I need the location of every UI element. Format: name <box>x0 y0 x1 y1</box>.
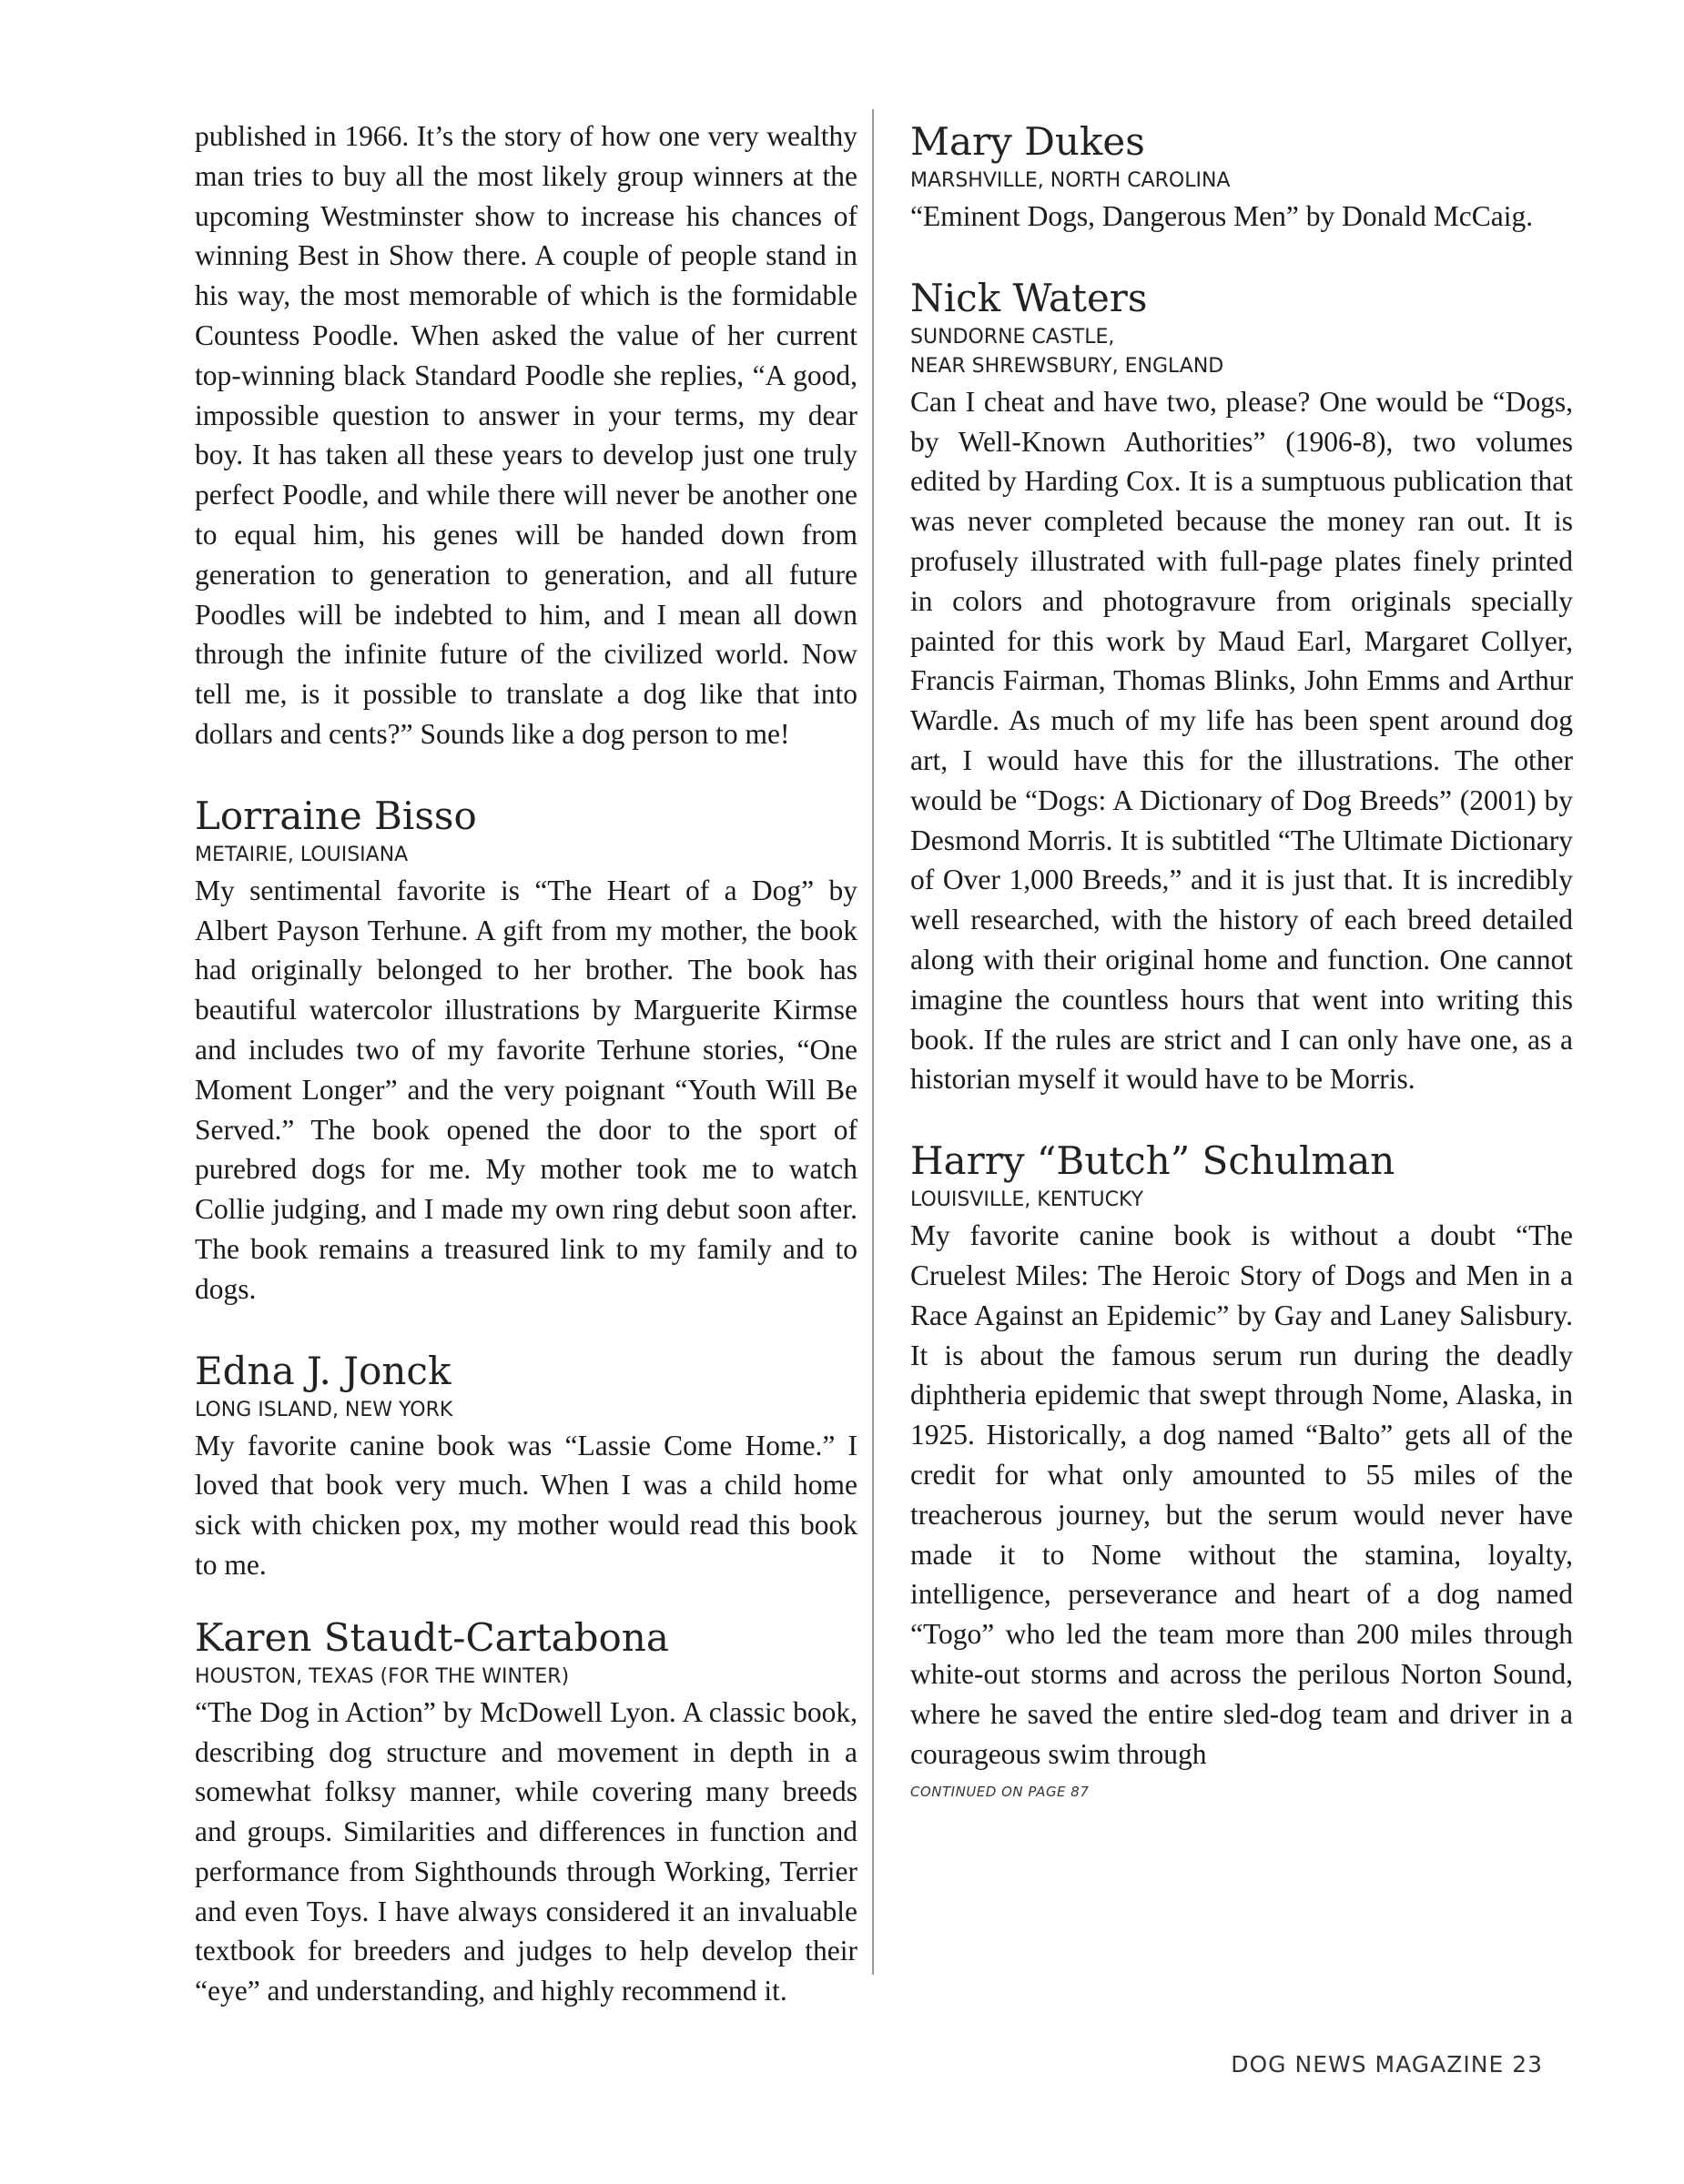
entry-name: Lorraine Bisso <box>195 793 477 838</box>
entry-lorraine-bisso <box>195 791 857 1309</box>
continued-note: CONTINUED ON PAGE 87 <box>910 1784 1090 1801</box>
entry-edna-jonck <box>195 1346 857 1585</box>
entry-location: MARSHVILLE, NORTH CAROLINA <box>910 169 1231 192</box>
entry-text: “Eminent Dogs, Dangerous Men” by Donald McCaig. <box>910 200 1534 232</box>
entry-text: “The Dog in Action” by McDowell Lyon. A classic book, describing dog structure and movement in depth in a somewhat folksy manner, while covering many breeds and groups. Similarities and differences in function and performance from Sighthounds through Working, Terrier and even Toys. I have always considered it an invaluable textbook for breeders and judges to help develop their “eye” and understanding, and highly recommend it. <box>195 1695 857 2007</box>
entry-location-line2: NEAR SHREWSBURY, ENGLAND <box>910 354 1224 378</box>
page-folio: DOG NEWS MAGAZINE 23 <box>1231 2051 1543 2078</box>
entry-name: Karen Staudt-Cartabona <box>195 1614 669 1660</box>
entry-location: METAIRIE, LOUISIANA <box>195 843 409 866</box>
entry-location: HOUSTON, TEXAS (FOR THE WINTER) <box>195 1664 570 1688</box>
entry-name: Edna J. Jonck <box>195 1348 451 1393</box>
entry-mary-dukes <box>910 116 1573 237</box>
entry-nick-waters <box>910 273 1573 1099</box>
entry-name: Harry “Butch” Schulman <box>910 1138 1395 1184</box>
entry-name: Mary Dukes <box>910 119 1145 164</box>
entry-text: My favorite canine book was “Lassie Come Home.” I loved that book very much. When I was a child home sick with chicken pox, my mother would read this book to me. <box>195 1429 857 1581</box>
entry-location: LONG ISLAND, NEW YORK <box>195 1398 453 1421</box>
entry-text: My sentimental favorite is “The Heart of a Dog” by Albert Payson Terhune. A gift from my mother, the book had originally belonged to her brother. The book has beautiful watercolor illustrations by Marguerite Kirmse and includes two of my favorite Terhune stories, “One Moment Longer” and the very poignant “Youth Will Be Served.” The book opened the door to the sport of purebred dogs for me. My mother took me to watch Collie judging, and I made my own ring debut soon after. The book remains a treasured link to my family and to dogs. <box>195 874 857 1305</box>
column-divider <box>872 109 874 1975</box>
entry-name: Nick Waters <box>910 275 1148 320</box>
entry-location-line1: SUNDORNE CASTLE, <box>910 325 1115 349</box>
entry-karen-staudt-cartabona <box>195 1613 857 2011</box>
entry-text: Can I cheat and have two, please? One would be “Dogs, by Well-Known Authorities” (1906-8), two volumes edited by Harding Cox. It is a sumptuous publication that was never completed because the money ran out. It is profusely illustrated with full-page plates finely printed in colors and photogravure from originals specially painted for this work by Maud Earl, Margaret Collyer, Francis Fairman, Thomas Blinks, John Emms and Arthur Wardle. As much of my life has been spent around dog art, I would have this for the illustrations. The other would be “Dogs: A Dictionary of Dog Breeds” (2001) by Desmond Morris. It is subtitled “The Ultimate Dictionary of Over 1,000 Breeds,” and it is just that. It is incredibly well researched, with the history of each breed detailed along with their original home and function. One cannot imagine the countless hours that went into writing this book. If the rules are strict and I can only have one, as a historian myself it would have to be Morris. <box>910 385 1573 1096</box>
left-column <box>195 116 857 2011</box>
right-column <box>910 116 1573 1805</box>
intro-paragraph: published in 1966. It’s the story of how one very wealthy man tries to buy all the most likely group winners at the upcoming Westminster show to increase his chances of winning Best in Show there. A couple of people stand in his way, the most memorable of which is the formidable Countess Poodle. When asked the value of her current top-winning black Standard Poodle she replies, “A good, impossible question to answer in your terms, my dear boy. It has taken all these years to develop just one truly perfect Poodle, and while there will never be another one to equal him, his genes will be handed down from generation to generation to generation, and all future Poodles will be indebted to him, and I mean all down through the infinite future of the civilized world. Now tell me, is it possible to translate a dog like that into dollars and cents?” Sounds like a dog person to me! <box>195 120 857 750</box>
entry-text: My favorite canine book is without a doubt “The Cruelest Miles: The Heroic Story of Dogs and Men in a Race Against an Epidemic” by Gay and Laney Salisbury. It is about the famous serum run during the deadly diphtheria epidemic that swept through Nome, Alaska, in 1925. Historically, a dog named “Balto” gets all of the credit for what only amounted to 55 miles of the treacherous journey, but the serum would never have made it to Nome without the stamina, loyalty, intelligence, perseverance and heart of a dog named “Togo” who led the team more than 200 miles through white-out storms and across the perilous Norton Sound, where he saved the entire sled-dog team and driver in a courageous swim through <box>910 1219 1573 1770</box>
entry-harry-schulman <box>910 1136 1573 1805</box>
entry-location: LOUISVILLE, KENTUCKY <box>910 1188 1144 1212</box>
